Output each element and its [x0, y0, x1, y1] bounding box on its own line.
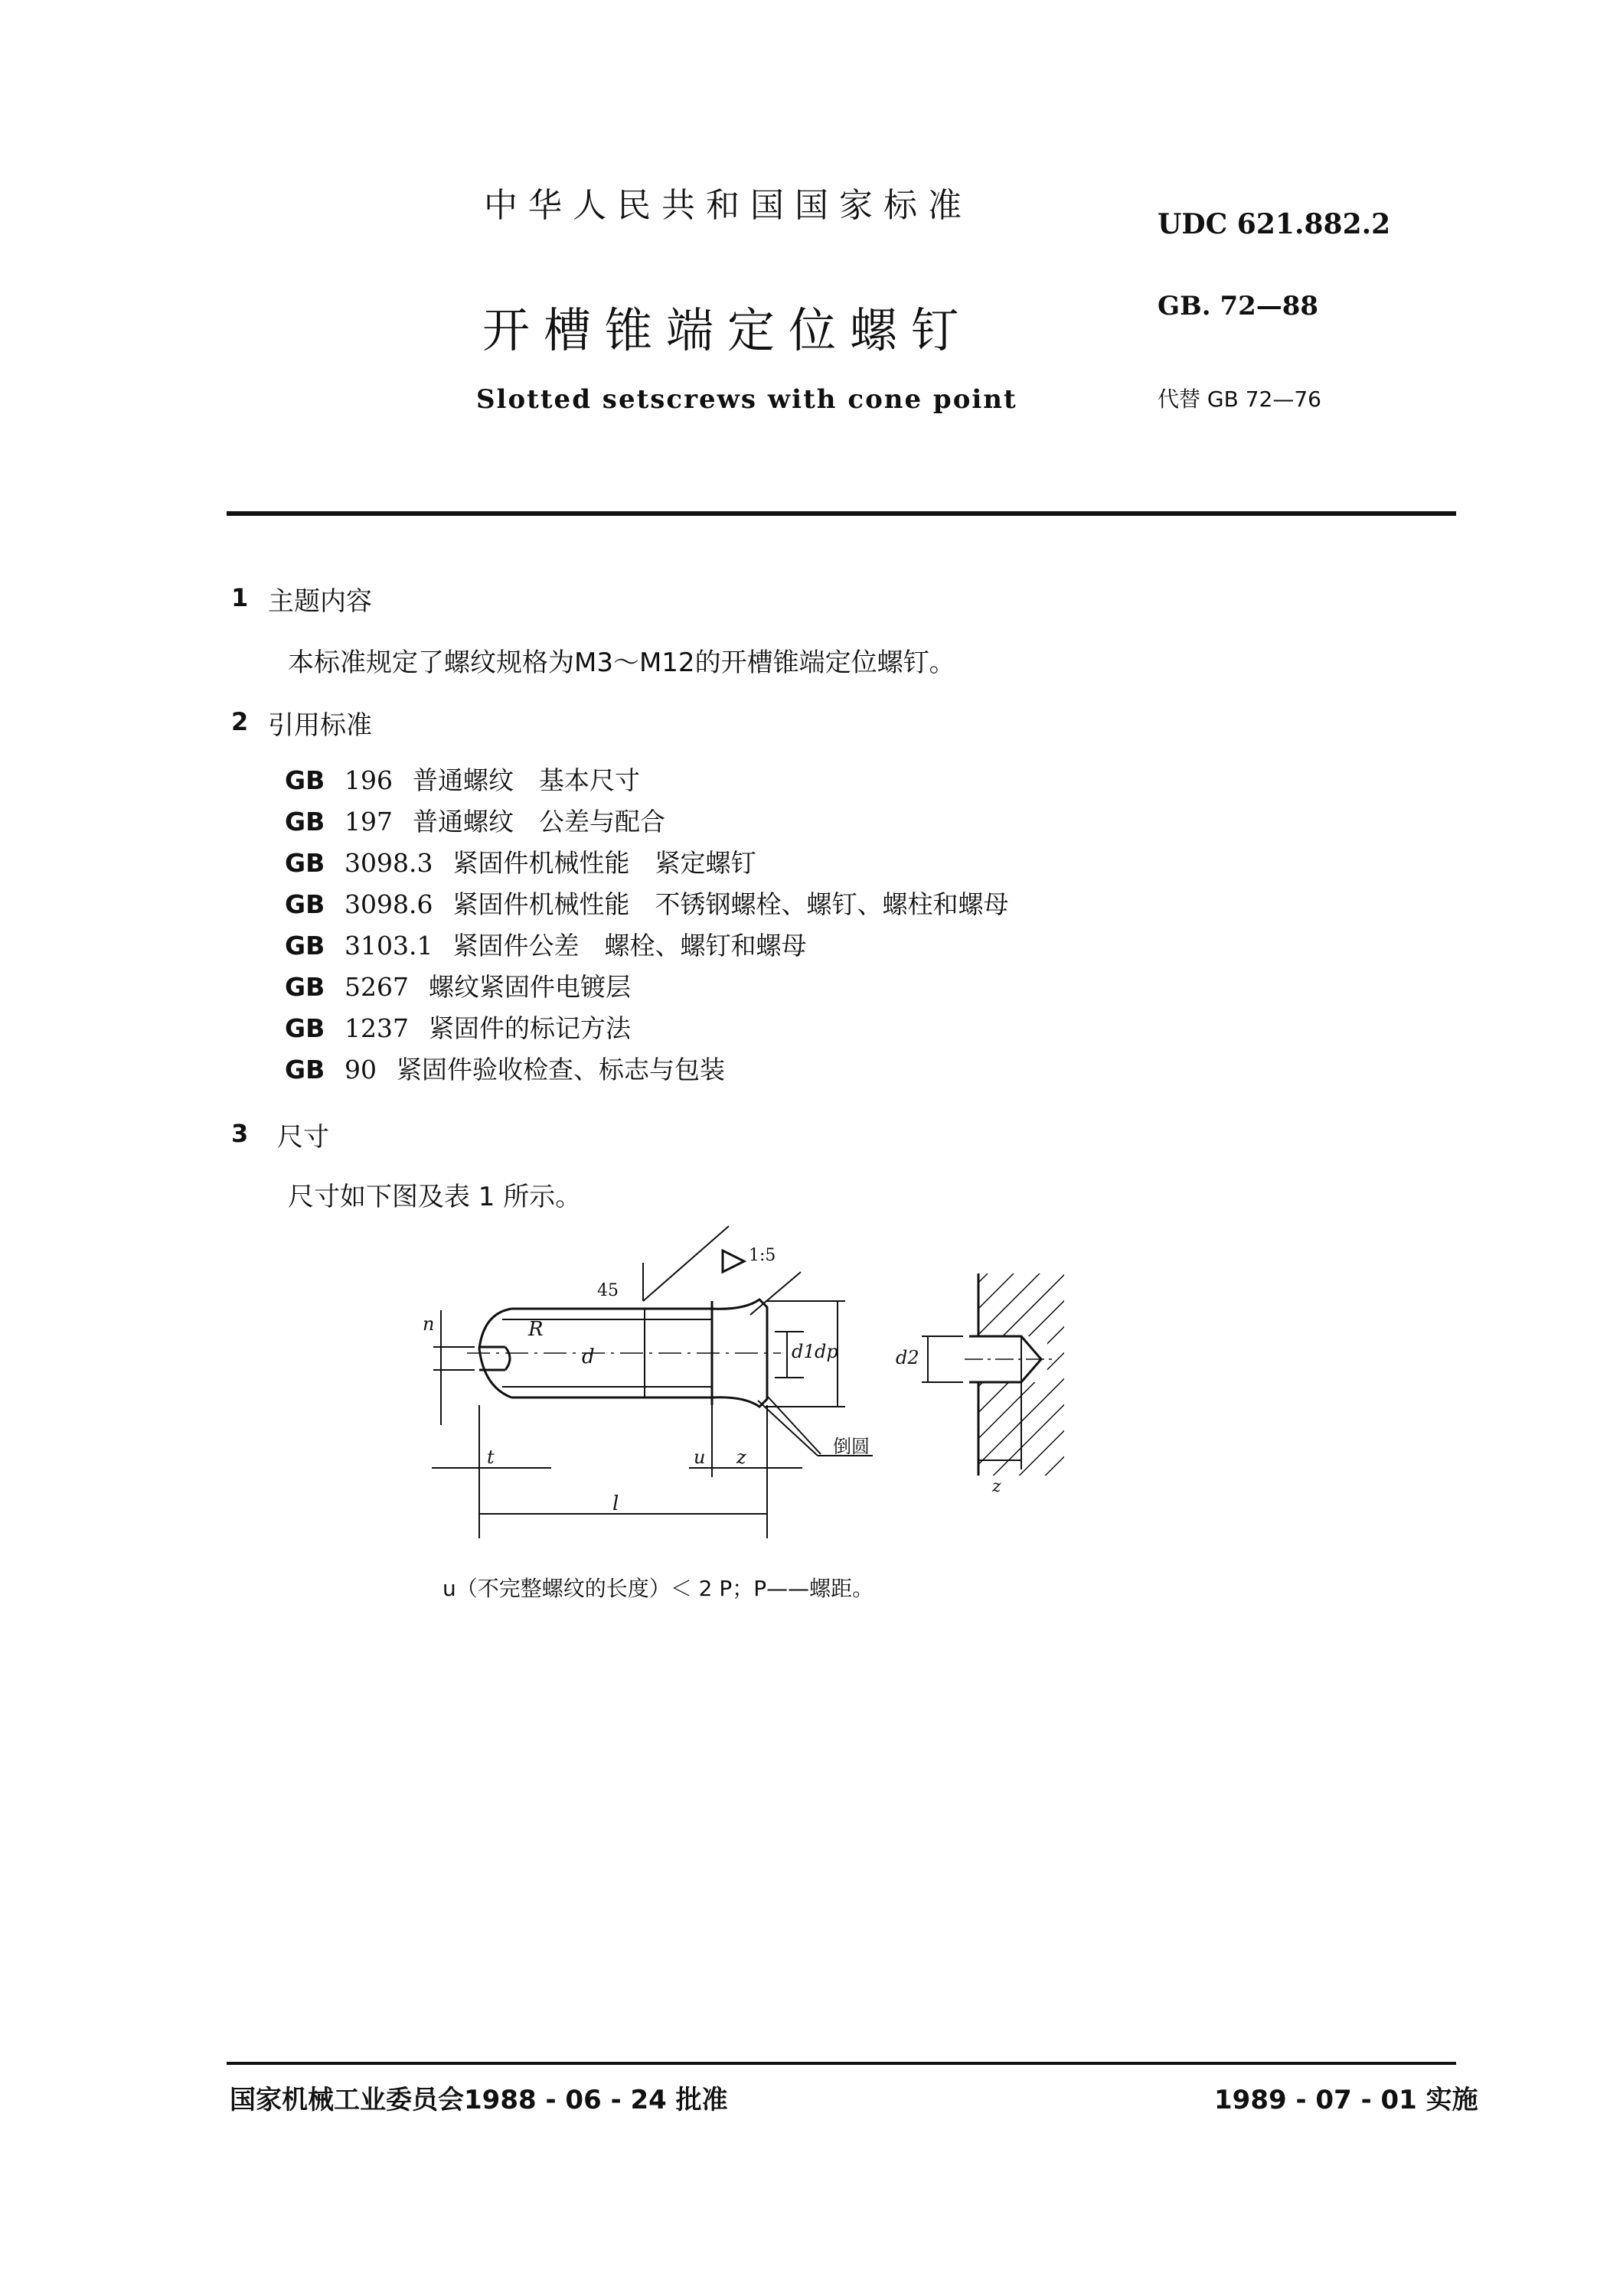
section-1-number: 1 [231, 583, 249, 612]
reference-number: 3098.3 [345, 848, 433, 878]
dimension-t-label: t [487, 1446, 495, 1468]
document-title-cn: 开槽锥端定位螺钉 [482, 302, 973, 358]
approval-date: 国家机械工业委员会1988 - 06 - 24 批准 [230, 2085, 728, 2115]
reference-text: 紧固件机械性能 紧定螺钉 [452, 848, 756, 878]
figure-note: u（不完整螺纹的长度）＜ 2 P；P——螺距。 [442, 1576, 874, 1601]
section-3-body: 尺寸如下图及表 1 所示。 [288, 1182, 582, 1212]
reference-code: GB [285, 931, 325, 960]
taper-ratio-label: 1:5 [749, 1246, 776, 1265]
standard-org-title: 中华人民共和国国家标准 [484, 186, 972, 225]
reference-code: GB [285, 972, 325, 1002]
reference-code: GB [285, 1013, 325, 1043]
dimension-d-label: d [582, 1345, 595, 1368]
hole-dimension-z-label: z [992, 1477, 1001, 1496]
replaces-standard: 代替 GB 72—76 [1158, 386, 1321, 412]
document-title-en: Slotted setscrews with cone point [476, 384, 1017, 415]
reference-number: 5267 [345, 972, 409, 1002]
footer-rule [227, 2062, 1456, 2065]
reference-number: 3103.1 [345, 931, 433, 960]
reference-text: 紧固件的标记方法 [428, 1013, 631, 1043]
reference-text: 普通螺纹 基本尺寸 [413, 765, 640, 795]
section-3-title: 尺寸 [277, 1122, 329, 1153]
dimension-u-label: u [694, 1446, 706, 1468]
reference-text: 紧固件机械性能 不锈钢螺栓、螺钉、螺柱和螺母 [452, 889, 1009, 919]
radius-label: R [528, 1318, 544, 1341]
udc-code: UDC 621.882.2 [1158, 208, 1391, 240]
taper-symbol [723, 1251, 744, 1272]
effective-date: 1989 - 07 - 01 实施 [1214, 2085, 1478, 2115]
screw-outline [467, 1300, 781, 1407]
reference-number: 90 [345, 1055, 377, 1084]
dimension-z-label: z [736, 1446, 746, 1468]
reference-number: 3098.6 [345, 889, 433, 919]
reference-code: GB [285, 1055, 325, 1084]
reference-code: GB [285, 889, 325, 919]
section-1-body: 本标准规定了螺纹规格为M3～M12的开槽锥端定位螺钉。 [288, 647, 955, 678]
dimension-n-label: n [423, 1313, 435, 1335]
chamfer-label: 倒圆 [833, 1436, 870, 1457]
reference-number: 196 [345, 765, 393, 795]
angle-label: 45 [597, 1281, 619, 1300]
hole-section [922, 1274, 1064, 1476]
dimension-l-label: l [612, 1492, 619, 1515]
reference-text: 螺纹紧固件电镀层 [428, 972, 631, 1002]
reference-text: 紧固件公差 螺栓、螺钉和螺母 [452, 931, 807, 960]
dimension-dp-label: dp [815, 1341, 838, 1362]
dimension-d1-label: d1 [792, 1341, 815, 1362]
dimension-lines [432, 1226, 873, 1538]
reference-code: GB [285, 807, 325, 837]
reference-code: GB [285, 848, 325, 878]
section-3-number: 3 [231, 1119, 249, 1148]
reference-text: 紧固件验收检查、标志与包装 [397, 1055, 725, 1084]
reference-code: GB [285, 765, 325, 795]
reference-number: 197 [345, 807, 393, 837]
reference-number: 1237 [345, 1013, 409, 1043]
dimension-d2-label: d2 [896, 1347, 919, 1368]
section-2-title: 引用标准 [268, 710, 372, 741]
section-2-number: 2 [231, 707, 249, 736]
reference-text: 普通螺纹 公差与配合 [413, 807, 665, 837]
section-1-title: 主题内容 [268, 586, 372, 617]
gb-number: GB. 72—88 [1158, 291, 1319, 321]
